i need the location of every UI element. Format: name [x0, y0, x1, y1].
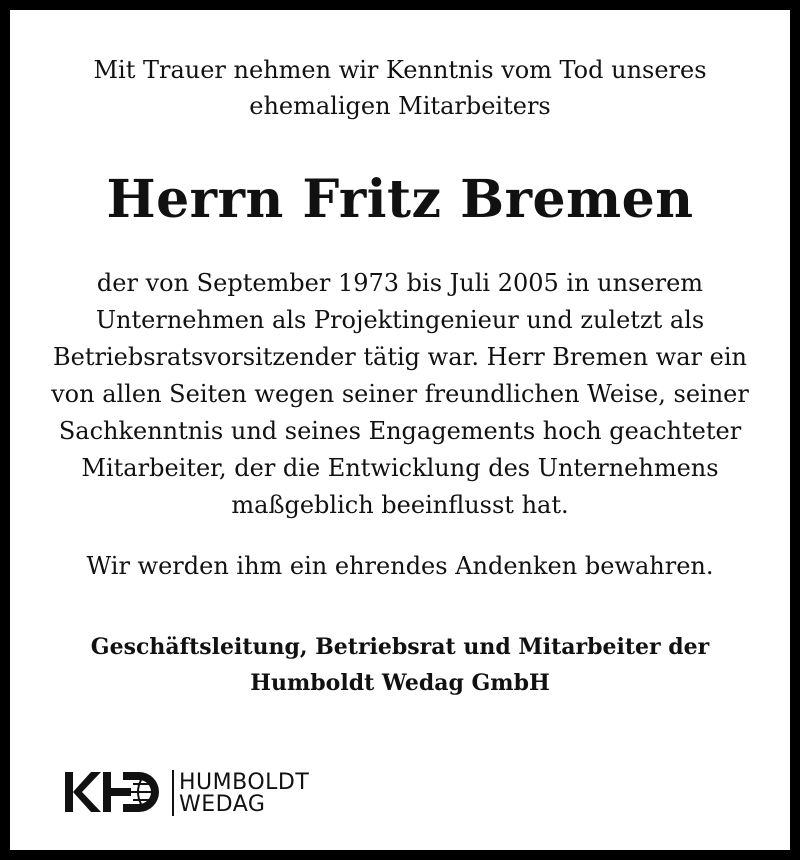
intro-line-2: ehemaligen Mitarbeiters	[249, 92, 551, 120]
body-line-4: von allen Seiten wegen seiner freundlichen Weise, seiner	[51, 380, 749, 408]
body-line-3: Betriebsratsvorsitzender tätig war. Herr Bremen war ein	[53, 343, 747, 371]
company-logo	[55, 762, 325, 822]
logo-text-line-1: HUMBOLDT	[179, 770, 310, 795]
body-line-5: Sachkenntnis und seines Engagements hoch geachteter	[58, 417, 742, 445]
deceased-name: Herrn Fritz Bremen	[106, 169, 694, 230]
body-line-2: Unternehmen als Projektingenieur und zuletzt als	[95, 306, 705, 334]
logo-text-line-2: WEDAG	[179, 792, 266, 817]
closing-line: Wir werden ihm ein ehrendes Andenken bewahren.	[86, 552, 714, 580]
body-line-7: maßgeblich beeinflusst hat.	[231, 491, 569, 519]
signature-line-2: Humboldt Wedag GmbH	[250, 670, 550, 696]
body-line-1: der von September 1973 bis Juli 2005 in unserem	[96, 269, 704, 297]
body-line-6: Mitarbeiter, der die Entwicklung des Unternehmens	[81, 454, 719, 482]
intro-line-1: Mit Trauer nehmen wir Kenntnis vom Tod unseres	[93, 56, 707, 84]
logo-divider	[172, 770, 174, 816]
khd-logo-mark-icon	[55, 762, 165, 822]
signature-line-1: Geschäftsleitung, Betriebsrat und Mitarbeiter der	[90, 634, 710, 660]
